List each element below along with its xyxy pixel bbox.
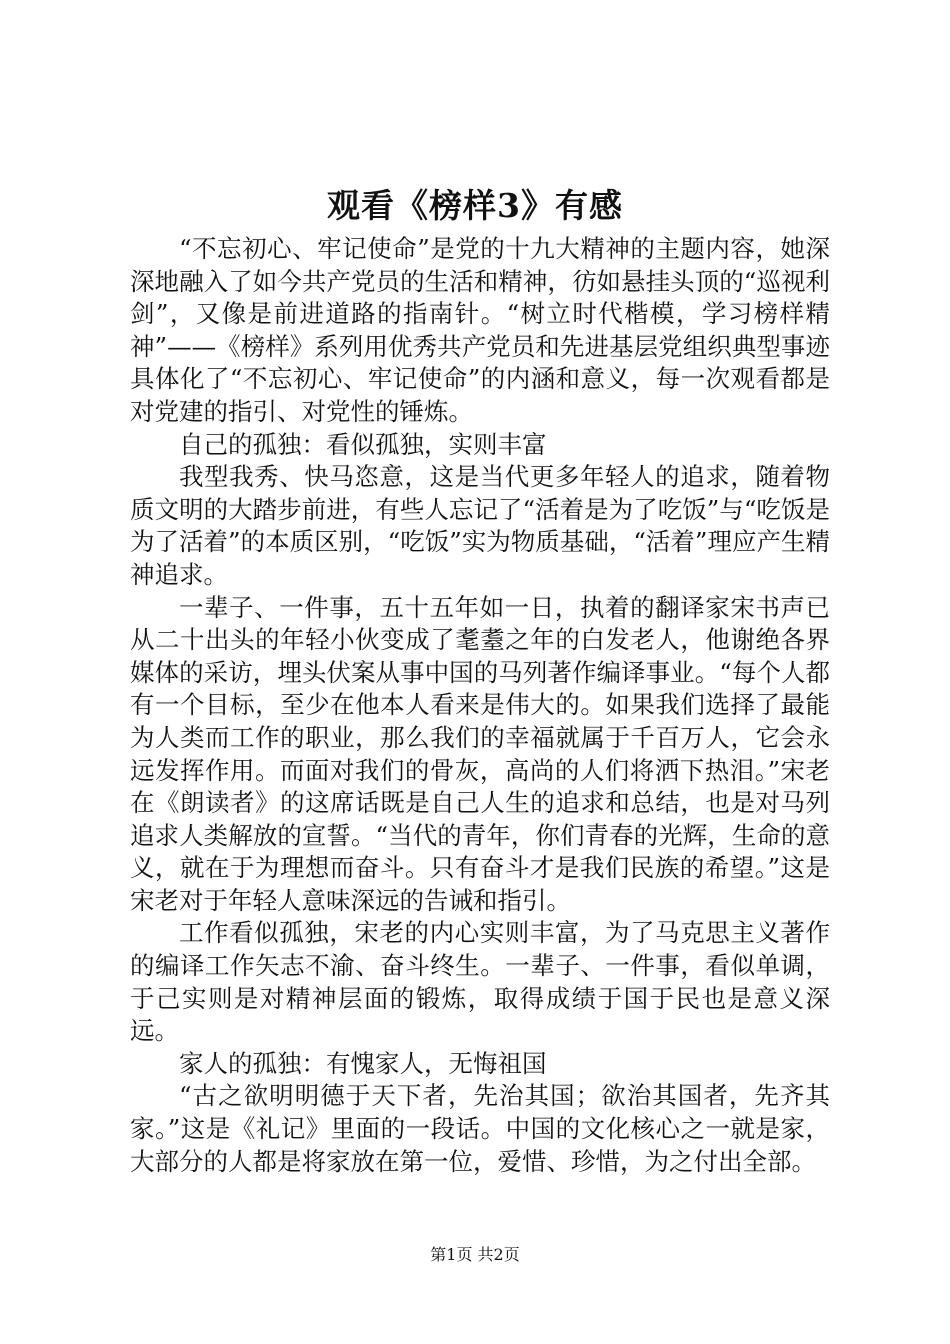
- paragraph-work-solitude: 工作看似孤独，宋老的内心实则丰富，为了马克思主义著作的编译工作矢志不渝、奋斗终生。一辈子、一件事，看似单调，于己实则是对精神层面的锻炼，取得成绩于国于民也是意义深远。: [130, 918, 830, 1046]
- document-body: [130, 233, 830, 1178]
- document-title: 观看《榜样3》有感: [327, 186, 623, 225]
- paragraph-youth-pursuit: 我型我秀、快马恣意，这是当代更多年轻人的追求，随着物质文明的大踏步前进，有些人忘记了“活着是为了吃饭”与“吃饭是为了活着”的本质区别，“吃饭”实为物质基础，“活着”理应产生精神追求。: [130, 462, 830, 589]
- page-number: 第1页 共2页: [430, 1245, 520, 1264]
- paragraph-family: “古之欲明明德于天下者，先治其国；欲治其国者，先齐其家。”这是《礼记》里面的一段话。中国的文化核心之一就是家，大部分的人都是将家放在第一位，爱惜、珍惜，为之付出全部。: [130, 1081, 830, 1176]
- paragraph-intro: “不忘初心、牢记使命”是党的十九大精神的主题内容，她深深地融入了如今共产党员的生活和精神，彷如悬挂头顶的“巡视利剑”，又像是前进道路的指南针。“树立时代楷模，学习榜样精神”——《榜样》系列用优秀共产党员和先进基层党组织典型事迹具体化了“不忘初心、牢记使命”的内涵和意义，每一次观看都是对党建的指引、对党性的锤炼。: [130, 234, 830, 426]
- section-heading-self-solitude: 自己的孤独：看似孤独，实则丰富: [179, 429, 547, 459]
- paragraph-song-shusheng: 一辈子、一件事，五十五年如一日，执着的翻译家宋书声已从二十出头的年轻小伙变成了耄耋之年的白发老人，他谢绝各界媒体的采访，埋头伏案从事中国的马列著作编译事业。“每个人都有一个目标，至少在他本人看来是伟大的。如果我们选择了最能为人类而工作的职业，那么我们的幸福就属于千百万人，它会永远发挥作用。而面对我们的骨灰，高尚的人们将洒下热泪。”宋老在《朗读者》的这席话既是自己人生的追求和总结，也是对马列追求人类解放的宣誓。“当代的青年，你们青春的光辉，生命的意义，就在于为理想而奋斗。只有奋斗才是我们民族的希望。”这是宋老对于年轻人意味深远的告诫和指引。: [130, 592, 830, 915]
- section-heading-family-solitude: 家人的孤独：有愧家人，无悔祖国: [179, 1048, 547, 1078]
